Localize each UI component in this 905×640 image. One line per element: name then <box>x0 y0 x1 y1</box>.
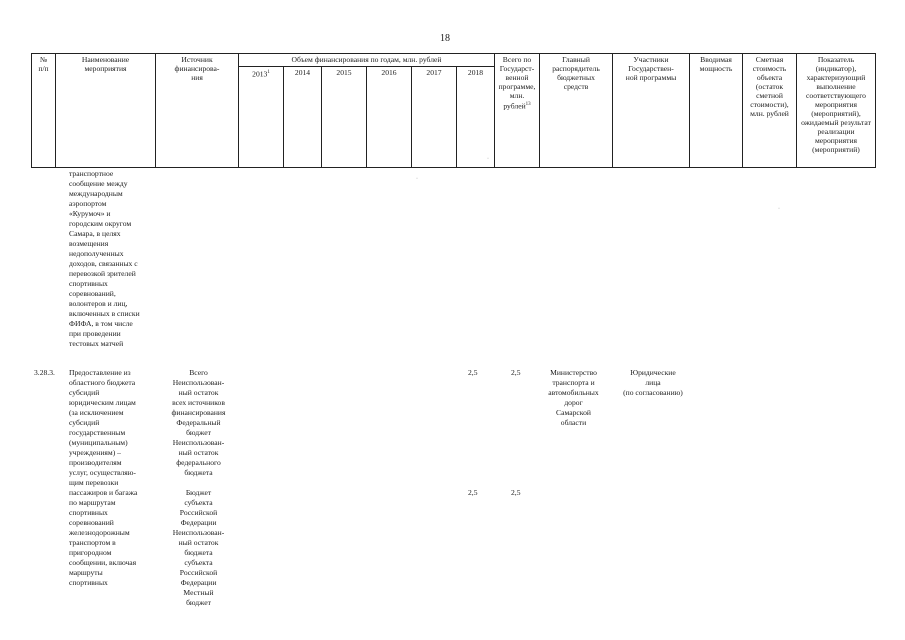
scan-mark: · <box>487 156 489 162</box>
value-program-regional: 2,5 <box>511 488 521 497</box>
header-year-2018: 2018 <box>457 67 495 168</box>
header-source: Источник финансирова- ния <box>156 54 239 168</box>
page-number: 18 <box>440 33 450 44</box>
scan-mark: · <box>778 206 780 212</box>
header-chief-admin: Главный распорядитель бюджетных средств <box>540 54 613 168</box>
value-2018-regional: 2,5 <box>468 488 478 497</box>
value-program-total: 2,5 <box>511 368 521 377</box>
measure-name: Предоставление из областного бюджета субсидий юридическим лицам (за исключением субсидий государственным (муниципальным) учреждениям) – производителям услуг, осуществляю- щим перевозки пассажиров и багажа по маршрутам спортивных соревнований железнодорожным транспортом в пригородном сообщении, включая маршруты спортивных <box>69 368 138 587</box>
row-number: 3.28.3. <box>34 368 55 377</box>
header-name: Наименование мероприятия <box>56 54 156 168</box>
continued-measure-name: транспортное сообщение между международным аэропортом «Курумоч» и городским округом Самара, в целях возмещения недополученных доходов, связанных с перевозкой зрителей спортивных соревнований, волонтеров и лиц, включенных в списки ФИФА, в том числе при проведении тестовых матчей <box>69 169 140 348</box>
participants: Юридические лица (по согласованию) <box>623 368 683 397</box>
header-participants: Участники Государствен- ной программы <box>613 54 690 168</box>
header-total: Всего по Государст- венной программе, млн. рублей$^{13}$ <box>495 54 540 168</box>
header-year-2015: 2015 <box>322 67 367 168</box>
header-num: № п/п <box>32 54 56 168</box>
header-capacity: Вводимая мощность <box>690 54 743 168</box>
header-indicator: Показатель (индикатор), характеризующий выполнение соответствующего мероприятия (мероприятий), ожидаемый результат реализации мероприятия (мероприятий) <box>797 54 876 168</box>
header-year-2013: 2013$^1$ <box>239 67 284 168</box>
header-funding-group: Объем финансирования по годам, млн. рублей <box>239 54 495 67</box>
funding-sources-block-2: Бюджет субъекта Российской Федерации Неиспользован- ный остаток бюджета субъекта Российской Федерации Местный бюджет <box>172 488 225 607</box>
table-header <box>31 53 876 168</box>
header-year-2017: 2017 <box>412 67 457 168</box>
chief-admin: Министерство транспорта и автомобильных дорог Самарской области <box>548 368 599 427</box>
header-estimate: Сметная стоимость объекта (остаток сметной стоимости), млн. рублей <box>743 54 797 168</box>
header-year-2016: 2016 <box>367 67 412 168</box>
value-2018-total: 2,5 <box>468 368 478 377</box>
scan-mark: · <box>416 176 418 182</box>
header-year-2014: 2014 <box>284 67 322 168</box>
funding-sources-block-1: Всего Неиспользован- ный остаток всех источников финансирования Федеральный бюджет Неиспользован- ный остаток федерального бюджета <box>171 368 226 477</box>
